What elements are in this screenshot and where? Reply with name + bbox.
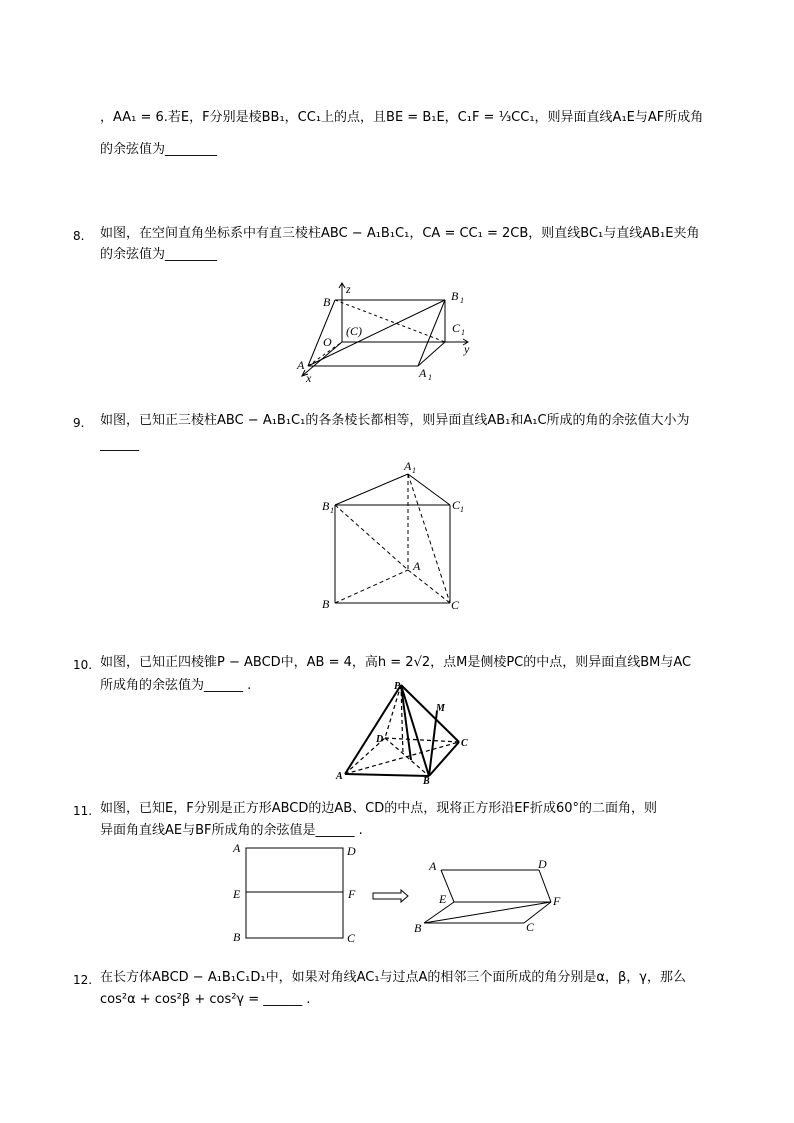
q9-label-A: A [413,559,421,573]
q8-label-C1: C [452,321,461,335]
q9-figure-triangular-prism [315,458,475,614]
q11-label-C-folded: C [526,920,535,934]
q11-label-B: B [233,930,241,944]
q10-number: 10. [73,658,93,672]
q11-text-line-1: 如图，已知E，F分别是正方形ABCD的边AB、CD的中点，现将正方形沿EF折成60°的二面角，则 [100,801,657,816]
q9-text-line-2: ______ [100,437,139,452]
q10-text-line-1: 如图，已知正四棱锥P − ABCD中，AB = 4，高h = 2√2，点M是侧棱PC的中点，则异面直线BM与AC [100,655,692,670]
q7-text-line-1: ，AA₁ = 6.若E，F分别是棱BB₁，CC₁上的点，且BE = B₁E，C₁F = ⅓CC₁，则异面直线A₁E与AF所成角 [100,110,704,125]
q12-text-line-2: cos²α + cos²β + cos²γ = ______ . [100,992,311,1007]
q11-label-D-folded: D [538,857,547,871]
q11-label-A-folded: A [429,859,437,873]
q8-figure-prism-coordinates [290,280,490,385]
q11-figure-square-folding [228,840,568,948]
q8-text-line-1: 如图，在空间直角坐标系中有直三棱柱ABC − A₁B₁C₁，CA = CC₁ = 2CB，则直线BC₁与直线AB₁E夹角 [100,226,700,241]
q10-label-P: P [394,681,401,692]
q11-text-line-2: 异面角直线AE与BF所成角的余弦值是______ . [100,823,363,838]
q8-label-y: y [464,342,470,356]
q9-label-C1-sub: 1 [460,505,464,514]
q8-number: 8. [73,229,85,243]
q11-label-F: F [348,887,356,901]
q10-label-B: B [423,776,430,785]
q9-label-C1: C [452,498,461,512]
q9-label-C: C [451,598,460,612]
q8-label-A1-sub: 1 [428,373,432,382]
q9-text-line-1: 如图，已知正三棱柱ABC − A₁B₁C₁的各条棱长都相等，则异面直线AB₁和A₁C所成的角的余弦值大小为 [100,413,690,428]
q9-label-B: B [322,597,330,611]
q11-label-F-folded: F [553,894,561,908]
q10-label-C: C [461,738,468,749]
q7-text-line-2: 的余弦值为________ [100,142,218,157]
q9-label-A1: A [404,459,412,473]
q9-number: 9. [73,416,85,430]
q8-label-B: B [323,295,331,309]
q10-label-A: A [336,771,343,782]
q8-label-A: A [297,358,305,372]
q9-label-B1: B [322,499,330,513]
q11-label-C: C [347,931,356,945]
q8-text-line-2: 的余弦值为________ [100,247,218,262]
q10-text-line-2: 所成角的余弦值为______ . [100,678,252,693]
q11-label-E: E [233,887,241,901]
q11-number: 11. [73,804,93,818]
q10-figure-square-pyramid [333,680,478,785]
q11-label-D: D [347,844,356,858]
q11-label-A: A [233,841,241,855]
q8-label-O: O [323,335,332,349]
q11-label-E-folded: E [439,892,447,906]
q11-label-B-folded: B [414,921,422,935]
q8-label-B1: B [451,289,459,303]
q12-number: 12. [73,973,93,987]
q8-label-C: (C) [346,324,362,338]
q9-label-A1-sub: 1 [412,466,416,475]
q8-label-x: x [306,371,312,385]
q8-label-C1-sub: 1 [461,328,465,337]
q10-label-M: M [436,703,445,714]
q10-label-D: D [376,734,384,745]
q9-label-B1-sub: 1 [330,506,334,515]
q8-label-z: z [346,282,351,296]
q8-label-A1: A [419,366,427,380]
q12-text-line-1: 在长方体ABCD − A₁B₁C₁D₁中，如果对角线AC₁与过点A的相邻三个面所成的角分别是α，β，γ，那么 [100,970,686,985]
q8-label-B1-sub: 1 [460,296,464,305]
